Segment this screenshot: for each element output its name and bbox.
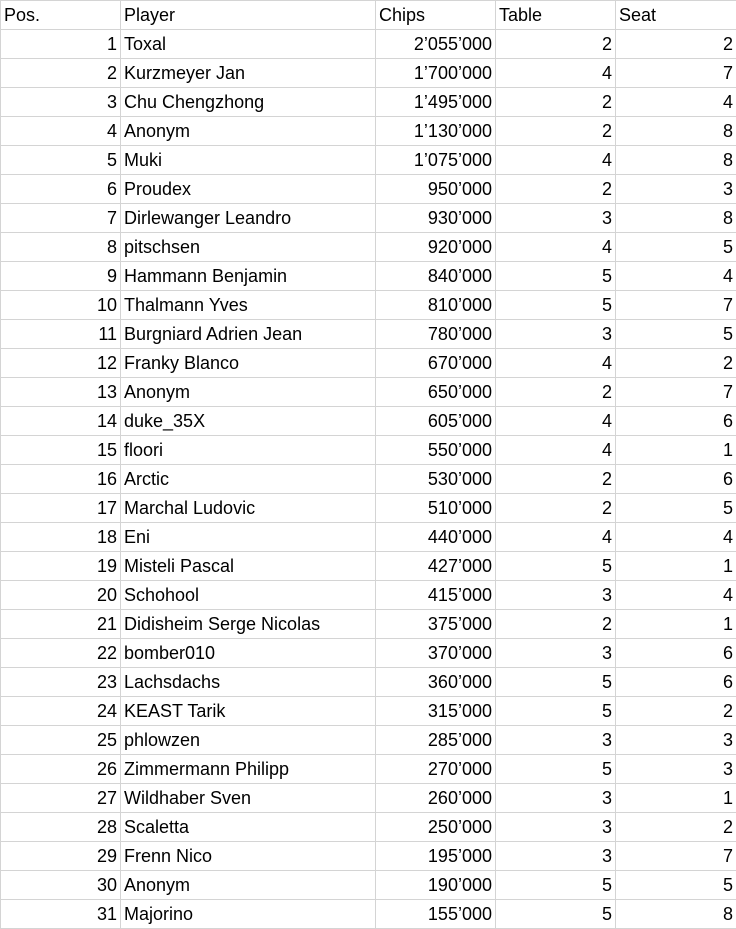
cell-seat[interactable]: 3 xyxy=(616,726,736,755)
cell-player[interactable]: Chu Chengzhong xyxy=(121,88,376,117)
cell-chips[interactable]: 550’000 xyxy=(376,436,496,465)
cell-player[interactable]: Didisheim Serge Nicolas xyxy=(121,610,376,639)
cell-seat[interactable]: 6 xyxy=(616,639,736,668)
table-row xyxy=(1,233,736,262)
cell-seat[interactable]: 7 xyxy=(616,378,736,407)
cell-chips[interactable]: 315’000 xyxy=(376,697,496,726)
cell-seat[interactable]: 6 xyxy=(616,407,736,436)
cell-chips[interactable]: 260’000 xyxy=(376,784,496,813)
cell-pos[interactable]: 4 xyxy=(1,117,121,146)
table-row xyxy=(1,813,736,842)
cell-table[interactable]: 3 xyxy=(496,320,616,349)
cell-seat[interactable]: 4 xyxy=(616,523,736,552)
cell-player[interactable]: Burgniard Adrien Jean xyxy=(121,320,376,349)
cell-pos[interactable]: 25 xyxy=(1,726,121,755)
cell-table[interactable]: 4 xyxy=(496,349,616,378)
cell-player[interactable]: Kurzmeyer Jan xyxy=(121,59,376,88)
cell-seat[interactable]: 4 xyxy=(616,88,736,117)
cell-pos[interactable]: 13 xyxy=(1,378,121,407)
cell-chips[interactable]: 440’000 xyxy=(376,523,496,552)
cell-seat[interactable]: 7 xyxy=(616,59,736,88)
cell-seat[interactable]: 5 xyxy=(616,320,736,349)
table-row xyxy=(1,59,736,88)
cell-table[interactable]: 4 xyxy=(496,436,616,465)
cell-chips[interactable]: 510’000 xyxy=(376,494,496,523)
cell-pos[interactable]: 8 xyxy=(1,233,121,262)
table-row xyxy=(1,552,736,581)
cell-pos[interactable]: 14 xyxy=(1,407,121,436)
cell-table[interactable]: 5 xyxy=(496,755,616,784)
cell-chips[interactable]: 920’000 xyxy=(376,233,496,262)
table-row xyxy=(1,610,736,639)
cell-pos[interactable]: 29 xyxy=(1,842,121,871)
cell-player[interactable]: Toxal xyxy=(121,30,376,59)
cell-player[interactable]: Misteli Pascal xyxy=(121,552,376,581)
cell-pos[interactable]: 3 xyxy=(1,88,121,117)
cell-seat[interactable]: 5 xyxy=(616,871,736,900)
cell-player[interactable]: Scaletta xyxy=(121,813,376,842)
table-row xyxy=(1,726,736,755)
cell-pos[interactable]: 16 xyxy=(1,465,121,494)
cell-player[interactable]: Schohool xyxy=(121,581,376,610)
cell-table[interactable]: 4 xyxy=(496,146,616,175)
cell-chips[interactable]: 670’000 xyxy=(376,349,496,378)
cell-table[interactable]: 4 xyxy=(496,523,616,552)
cell-player[interactable]: duke_35X xyxy=(121,407,376,436)
table-row xyxy=(1,523,736,552)
cell-table[interactable]: 5 xyxy=(496,697,616,726)
cell-seat[interactable]: 8 xyxy=(616,204,736,233)
cell-pos[interactable]: 30 xyxy=(1,871,121,900)
table-row xyxy=(1,30,736,59)
cell-chips[interactable]: 840’000 xyxy=(376,262,496,291)
cell-player[interactable]: Thalmann Yves xyxy=(121,291,376,320)
cell-player[interactable]: Hammann Benjamin xyxy=(121,262,376,291)
cell-table[interactable]: 2 xyxy=(496,30,616,59)
cell-chips[interactable]: 1’075’000 xyxy=(376,146,496,175)
table-row xyxy=(1,755,736,784)
table-row xyxy=(1,262,736,291)
cell-seat[interactable]: 3 xyxy=(616,755,736,784)
cell-pos[interactable]: 1 xyxy=(1,30,121,59)
cell-pos[interactable]: 23 xyxy=(1,668,121,697)
table-row xyxy=(1,204,736,233)
cell-chips[interactable]: 155’000 xyxy=(376,900,496,929)
cell-table[interactable]: 3 xyxy=(496,813,616,842)
cell-seat[interactable]: 8 xyxy=(616,117,736,146)
table-row xyxy=(1,639,736,668)
cell-pos[interactable]: 12 xyxy=(1,349,121,378)
cell-seat[interactable]: 2 xyxy=(616,813,736,842)
table-row xyxy=(1,349,736,378)
cell-player[interactable]: Zimmermann Philipp xyxy=(121,755,376,784)
cell-seat[interactable]: 5 xyxy=(616,233,736,262)
cell-chips[interactable]: 2’055’000 xyxy=(376,30,496,59)
cell-pos[interactable]: 28 xyxy=(1,813,121,842)
header-row xyxy=(1,1,736,30)
table-row xyxy=(1,320,736,349)
table-row xyxy=(1,581,736,610)
table-row xyxy=(1,291,736,320)
cell-pos[interactable]: 27 xyxy=(1,784,121,813)
cell-table[interactable]: 4 xyxy=(496,407,616,436)
cell-pos[interactable]: 10 xyxy=(1,291,121,320)
cell-seat[interactable]: 3 xyxy=(616,175,736,204)
cell-player[interactable]: pitschsen xyxy=(121,233,376,262)
cell-table[interactable]: 5 xyxy=(496,871,616,900)
header-chips[interactable]: Chips xyxy=(376,1,496,30)
cell-seat[interactable]: 2 xyxy=(616,30,736,59)
cell-chips[interactable]: 415’000 xyxy=(376,581,496,610)
table-row xyxy=(1,871,736,900)
cell-player[interactable]: phlowzen xyxy=(121,726,376,755)
cell-player[interactable]: Muki xyxy=(121,146,376,175)
cell-seat[interactable]: 7 xyxy=(616,291,736,320)
cell-pos[interactable]: 5 xyxy=(1,146,121,175)
cell-player[interactable]: Anonym xyxy=(121,117,376,146)
cell-seat[interactable]: 7 xyxy=(616,842,736,871)
cell-player[interactable]: Eni xyxy=(121,523,376,552)
cell-seat[interactable]: 1 xyxy=(616,610,736,639)
cell-pos[interactable]: 19 xyxy=(1,552,121,581)
cell-table[interactable]: 5 xyxy=(496,552,616,581)
cell-pos[interactable]: 18 xyxy=(1,523,121,552)
table-row xyxy=(1,407,736,436)
cell-player[interactable]: Frenn Nico xyxy=(121,842,376,871)
table-row xyxy=(1,175,736,204)
cell-table[interactable]: 3 xyxy=(496,204,616,233)
cell-chips[interactable]: 190’000 xyxy=(376,871,496,900)
cell-table[interactable]: 5 xyxy=(496,900,616,929)
cell-seat[interactable]: 4 xyxy=(616,581,736,610)
cell-player[interactable]: floori xyxy=(121,436,376,465)
cell-chips[interactable]: 370’000 xyxy=(376,639,496,668)
cell-chips[interactable]: 1’700’000 xyxy=(376,59,496,88)
table-row xyxy=(1,146,736,175)
cell-pos[interactable]: 26 xyxy=(1,755,121,784)
cell-seat[interactable]: 2 xyxy=(616,697,736,726)
cell-player[interactable]: Majorino xyxy=(121,900,376,929)
cell-chips[interactable]: 427’000 xyxy=(376,552,496,581)
cell-pos[interactable]: 11 xyxy=(1,320,121,349)
table-row xyxy=(1,117,736,146)
cell-player[interactable]: Anonym xyxy=(121,871,376,900)
cell-seat[interactable]: 6 xyxy=(616,668,736,697)
cell-table[interactable]: 2 xyxy=(496,117,616,146)
cell-pos[interactable]: 17 xyxy=(1,494,121,523)
cell-seat[interactable]: 1 xyxy=(616,784,736,813)
cell-chips[interactable]: 1’130’000 xyxy=(376,117,496,146)
header-seat[interactable]: Seat xyxy=(616,1,736,30)
cell-table[interactable]: 4 xyxy=(496,59,616,88)
cell-table[interactable]: 3 xyxy=(496,726,616,755)
table-row xyxy=(1,697,736,726)
cell-pos[interactable]: 15 xyxy=(1,436,121,465)
cell-player[interactable]: Franky Blanco xyxy=(121,349,376,378)
cell-seat[interactable]: 2 xyxy=(616,349,736,378)
header-pos[interactable]: Pos. xyxy=(1,1,121,30)
cell-player[interactable]: Dirlewanger Leandro xyxy=(121,204,376,233)
cell-table[interactable]: 2 xyxy=(496,494,616,523)
cell-seat[interactable]: 1 xyxy=(616,436,736,465)
cell-pos[interactable]: 9 xyxy=(1,262,121,291)
table-row xyxy=(1,900,736,929)
header-table[interactable]: Table xyxy=(496,1,616,30)
cell-chips[interactable]: 1’495’000 xyxy=(376,88,496,117)
cell-chips[interactable]: 930’000 xyxy=(376,204,496,233)
cell-table[interactable]: 2 xyxy=(496,378,616,407)
cell-table[interactable]: 5 xyxy=(496,262,616,291)
cell-chips[interactable]: 195’000 xyxy=(376,842,496,871)
header-player[interactable]: Player xyxy=(121,1,376,30)
cell-chips[interactable]: 780’000 xyxy=(376,320,496,349)
cell-table[interactable]: 3 xyxy=(496,842,616,871)
cell-table[interactable]: 2 xyxy=(496,610,616,639)
table-row xyxy=(1,668,736,697)
cell-pos[interactable]: 7 xyxy=(1,204,121,233)
cell-table[interactable]: 5 xyxy=(496,291,616,320)
cell-player[interactable]: KEAST Tarik xyxy=(121,697,376,726)
cell-pos[interactable]: 31 xyxy=(1,900,121,929)
table-row xyxy=(1,436,736,465)
cell-table[interactable]: 3 xyxy=(496,639,616,668)
cell-chips[interactable]: 605’000 xyxy=(376,407,496,436)
table-row xyxy=(1,465,736,494)
table-row xyxy=(1,842,736,871)
cell-seat[interactable]: 8 xyxy=(616,900,736,929)
cell-table[interactable]: 3 xyxy=(496,581,616,610)
cell-player[interactable]: Wildhaber Sven xyxy=(121,784,376,813)
cell-player[interactable]: Proudex xyxy=(121,175,376,204)
cell-chips[interactable]: 375’000 xyxy=(376,610,496,639)
cell-pos[interactable]: 22 xyxy=(1,639,121,668)
cell-table[interactable]: 4 xyxy=(496,233,616,262)
table-row xyxy=(1,88,736,117)
cell-table[interactable]: 2 xyxy=(496,175,616,204)
table-row xyxy=(1,784,736,813)
cell-pos[interactable]: 20 xyxy=(1,581,121,610)
cell-pos[interactable]: 24 xyxy=(1,697,121,726)
cell-chips[interactable]: 650’000 xyxy=(376,378,496,407)
table-body xyxy=(1,30,736,929)
cell-pos[interactable]: 6 xyxy=(1,175,121,204)
cell-player[interactable]: Anonym xyxy=(121,378,376,407)
table-row xyxy=(1,378,736,407)
cell-table[interactable]: 2 xyxy=(496,465,616,494)
cell-seat[interactable]: 1 xyxy=(616,552,736,581)
cell-player[interactable]: Marchal Ludovic xyxy=(121,494,376,523)
cell-seat[interactable]: 6 xyxy=(616,465,736,494)
cell-chips[interactable]: 810’000 xyxy=(376,291,496,320)
cell-chips[interactable]: 285’000 xyxy=(376,726,496,755)
cell-table[interactable]: 2 xyxy=(496,88,616,117)
cell-pos[interactable]: 21 xyxy=(1,610,121,639)
cell-chips[interactable]: 250’000 xyxy=(376,813,496,842)
cell-chips[interactable]: 950’000 xyxy=(376,175,496,204)
cell-table[interactable]: 3 xyxy=(496,784,616,813)
cell-table[interactable]: 5 xyxy=(496,668,616,697)
cell-pos[interactable]: 2 xyxy=(1,59,121,88)
cell-seat[interactable]: 8 xyxy=(616,146,736,175)
cell-chips[interactable]: 270’000 xyxy=(376,755,496,784)
cell-player[interactable]: Lachsdachs xyxy=(121,668,376,697)
cell-chips[interactable]: 360’000 xyxy=(376,668,496,697)
cell-seat[interactable]: 5 xyxy=(616,494,736,523)
cell-seat[interactable]: 4 xyxy=(616,262,736,291)
table-row xyxy=(1,494,736,523)
cell-player[interactable]: bomber010 xyxy=(121,639,376,668)
cell-player[interactable]: Arctic xyxy=(121,465,376,494)
cell-chips[interactable]: 530’000 xyxy=(376,465,496,494)
